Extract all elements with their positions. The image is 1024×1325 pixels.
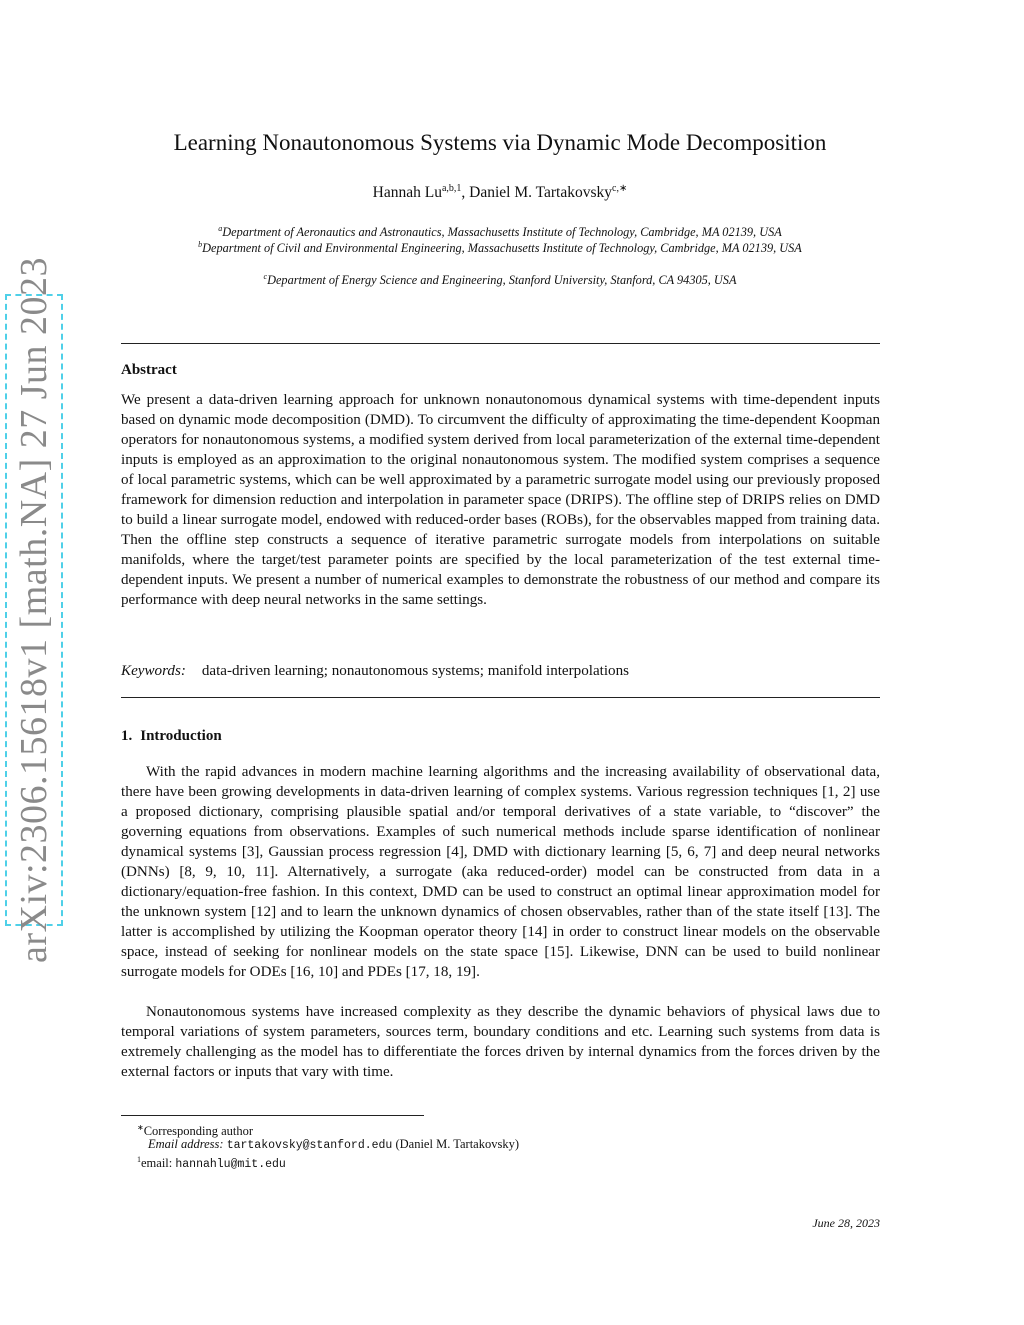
section-title: Introduction	[140, 728, 222, 744]
footnote-1	[137, 1152, 286, 1173]
abstract-bottom-rule	[121, 697, 880, 698]
keywords-line	[121, 663, 880, 680]
author-2-name: Daniel M. Tartakovsky	[469, 184, 612, 202]
affiliation-a-text: Department of Aeronautics and Astronautics, Massachusetts Institute of Technology, Cambridge, MA 02139, USA	[222, 225, 782, 240]
keywords-label: Keywords:	[121, 663, 186, 679]
footnote-email-owner: (Daniel M. Tartakovsky)	[395, 1137, 519, 1151]
affiliation-b-mark: b	[198, 240, 203, 249]
affiliation-c	[130, 269, 870, 288]
paper-title: Learning Nonautonomous Systems via Dynamic Mode Decomposition	[173, 130, 827, 155]
author-separator: ,	[461, 184, 470, 202]
footnote-1-mark: 1	[137, 1155, 141, 1164]
abstract-top-rule	[121, 343, 880, 344]
intro-paragraph-1: With the rapid advances in modern machine learning algorithms and the increasing availability of observational data, there have been growing developments in data-driven learning of complex systems. Various regression techniques [1, 2] use a proposed dictionary, comprising plausible spatial and/or temporal derivatives of a state variable, to “discover” the governing equations from observations. Examples of such numerical methods include sparse identification of nonlinear dynamical systems [3], Gaussian process regression [4], DMD with dictionary learning [5, 6, 7] and deep neural networks (DNNs) [8, 9, 10, 11]. Alternatively, a surrogate (aka reduced-order) model can be constructed from data in a dictionary/equation-free fashion. In this context, DMD can be used to construct an optimal linear approximation model for the unknown system [12] and to learn the unknown dynamics of chosen observables, rather than of the state itself [13]. The latter is accomplished by utilizing the Koopman operator theory [14] in order to construct linear models on the observable space, instead of seeking for nonlinear models on the state space [15]. Likewise, DNN can be used to build nonlinear surrogate models for ODEs [16, 10] and PDEs [17, 18, 19].	[121, 764, 880, 980]
affiliation-b-text: Department of Civil and Environmental Engineering, Massachusetts Institute of Technology, Cambridge, MA 02139, USA	[202, 241, 802, 256]
abstract-heading: Abstract	[121, 362, 177, 378]
footnote-corresponding-text: Corresponding author	[143, 1124, 254, 1139]
footnote-1-email-link[interactable]: hannahlu@mit.edu	[175, 1158, 286, 1172]
footnote-1-label: email:	[141, 1156, 173, 1171]
arxiv-id-text: arXiv:2306.15618v1 [math.NA] 27 Jun 2023	[13, 256, 56, 964]
author-1-name: Hannah Lu	[372, 184, 442, 202]
section-number: 1.	[121, 728, 133, 744]
affiliation-a-mark: a	[218, 224, 223, 233]
author-2-affil-mark: c,∗	[612, 183, 628, 194]
section-heading	[121, 728, 222, 745]
footnote-email-label: Email address:	[148, 1137, 224, 1151]
affiliation-b	[130, 237, 870, 256]
footnote-star-mark: ∗	[137, 1123, 144, 1132]
abstract-text: We present a data-driven learning approach for unknown nonautonomous dynamical systems with time-dependent inputs based on dynamic mode decomposition (DMD). To circumvent the difficulty of approximating the time-dependent Koopman operators for nonautonomous systems, a modified system derived from local parameterization of the external time-dependent inputs is employed as an approximation to the original nonautonomous system. The modified system comprises a sequence of local parametric systems, which can be well approximated by a parametric surrogate model using our previously proposed framework for dimension reduction and interpolation in parameter space (DRIPS). The offline step of DRIPS relies on DMD to build a linear surrogate model, endowed with reduced-order bases (ROBs), for the observables mapped from training data. Then the offline step constructs a sequence of iterative parametric surrogate models from interpolations on suitable manifolds, where the target/test parameter points are specified by the local parameterization of the test external time-dependent inputs. We present a number of numerical examples to demonstrate the robustness of our method and compare its performance with deep neural networks in the same settings.	[121, 392, 880, 608]
author-line	[0, 183, 1000, 202]
footnote-rule	[121, 1115, 424, 1116]
intro-paragraph-2: Nonautonomous systems have increased complexity as they describe the dynamic behaviors of physical laws due to temporal variations of system parameters, sources term, boundary conditions and etc. Learning such systems from data is extremely challenging as the model has to differentiate the forces driven by internal dynamics from the forces driven by the external factors or inputs that vary with time.	[121, 1004, 880, 1080]
footnote-email-link[interactable]: tartakovsky@stanford.edu	[226, 1139, 393, 1152]
keywords-text: data-driven learning; nonautonomous systems; manifold interpolations	[201, 663, 630, 679]
arxiv-id-stamp[interactable]	[5, 256, 63, 964]
affiliation-c-mark: c	[263, 272, 268, 281]
preprint-date: June 28, 2023	[812, 1216, 880, 1230]
author-1-affil-mark: a,b,1	[441, 183, 462, 194]
affiliation-c-text: Department of Energy Science and Engineering, Stanford University, Stanford, CA 94305, USA	[267, 273, 737, 288]
